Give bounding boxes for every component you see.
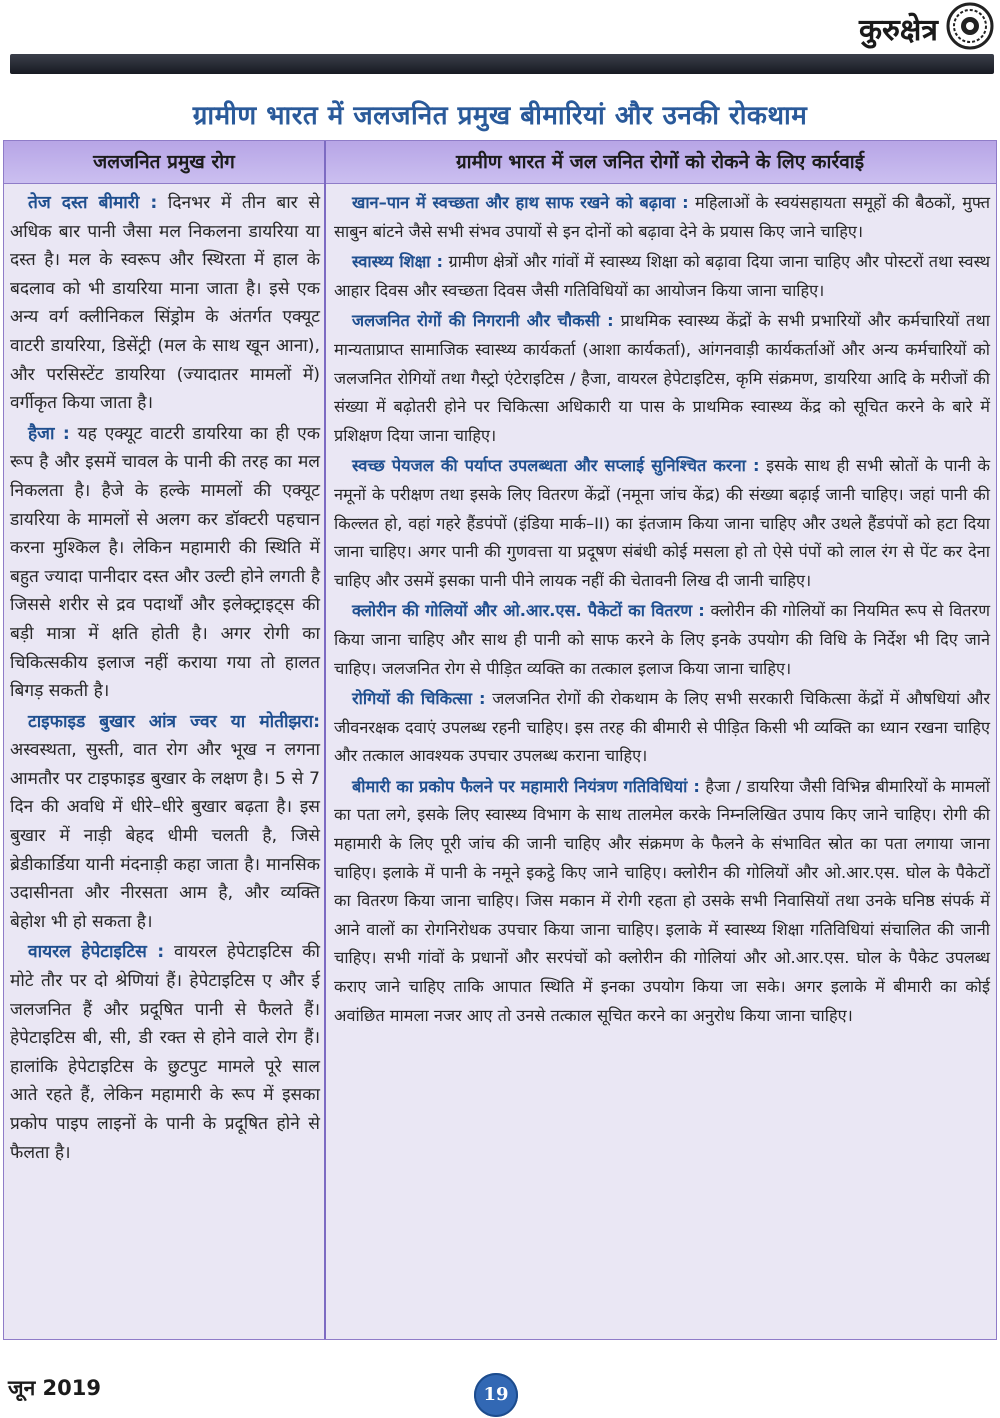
info-table bbox=[3, 140, 997, 1340]
action-title: स्वच्छ पेयजल की पर्याप्त उपलब्धता और सप्लाई सुनिश्चित करना : bbox=[352, 456, 760, 476]
disease-entry bbox=[10, 938, 320, 1167]
disease-text: अस्वस्थता, सुस्ती, वात रोग और भूख न लगना आमतौर पर टाइफाइड बुखार के लक्षण है। 5 से 7 दिन की अवधि में धीरे–धीरे बुखार बढ़ता है। इस बुखार में नाड़ी बेहद धीमी चलती है, जिसे ब्रेडीकार्डिया यानी मंदनाड़ी कहा जाता है। मानसिक उदासीनता और नीरसता आम है, और व्यक्ति बेहोश भी हो सकता है। bbox=[10, 740, 320, 932]
action-title: क्लोरीन की गोलियों और ओ.आर.एस. पैकेटों का वितरण : bbox=[352, 601, 705, 621]
page-number: 19 bbox=[483, 1384, 509, 1405]
action-entry bbox=[334, 773, 990, 1030]
disease-entry bbox=[10, 420, 320, 706]
disease-title: टाइफाइड बुखार आंत्र ज्वर या मोतीझरा: bbox=[28, 711, 320, 732]
emblem-icon bbox=[946, 2, 994, 50]
action-title: खान–पान में स्वच्छता और हाथ साफ रखने को बढ़ावा : bbox=[352, 193, 689, 212]
disease-title: वायरल हेपेटाइटिस : bbox=[28, 942, 165, 963]
action-entry bbox=[334, 597, 990, 683]
action-text: इसके साथ ही सभी स्रोतों के पानी के नमूनों के परीक्षण तथा इसके लिए वितरण केंद्रों (नमूना जांच केंद्र) की संख्या बढ़ाई जानी चाहिए। जहां पानी की किल्लत हो, वहां गहरे हैंडपंपों (इंडिया मार्क–II) का इंतजाम किया जाना चाहिए और उथले हैंडपंपों को हटा दिया जाना चाहिए। अगर पानी की गुणवत्ता या प्रदूषण संबंधी कोई मसला हो तो ऐसे पंपों को लाल रंग से पेंट कर देना चाहिए और उसमें इसका पानी पीने लायक नहीं की चेतावनी लिख दी जानी चाहिए। bbox=[334, 456, 990, 590]
disease-entry bbox=[10, 189, 320, 418]
action-title: जलजनित रोगों की निगरानी और चौकसी : bbox=[352, 311, 614, 331]
masthead-bar bbox=[10, 54, 994, 74]
disease-text: दिनभर में तीन बार से अधिक बार पानी जैसा मल निकलना डायरिया या दस्त है। मल के स्वरूप और स्थिरता में हाल के बदलाव को भी डायरिया माना जाता है। इसे एक अन्य वर्ग क्लीनिकल सिंड्रोम के अंतर्गत एक्यूट वाटरी डायरिया, डिसेंट्री (मल के साथ खून आना), और परसिस्टेंट डायरिया (ज्यादातर मामलों में) वर्गीकृत किया जाता है। bbox=[10, 193, 320, 414]
article-title: ग्रामीण भारत में जलजनित प्रमुख बीमारियां और उनकी रोकथाम bbox=[192, 101, 808, 131]
action-entry bbox=[334, 452, 990, 595]
action-text: क्लोरीन की गोलियों का नियमित रूप से वितरण किया जाना चाहिए और साथ ही पानी को साफ करने के लिए इनके उपयोग की विधि के निर्देश भी दिए जाने चाहिए। जलजनित रोग से पीड़ित व्यक्ति का तत्काल इलाज किया जाना चाहिए। bbox=[334, 601, 990, 678]
disease-text: यह एक्यूट वाटरी डायरिया का ही एक रूप है और इसमें चावल के पानी की तरह का मल निकलता है। हैजे के हल्के मामलों की एक्यूट डायरिया के मामलों से अलग कर डॉक्टरी पहचान करना मुश्किल है। लेकिन महामारी की स्थिति में बहुत ज्यादा पानीदार दस्त और उल्टी होने लगती है जिससे शरीर से द्रव पदार्थों और इलेक्ट्राइट्स की बड़ी मात्रा में क्षति होती है। अगर रोगी का चिकित्सकीय इलाज नहीं कराया गया तो हालत बिगड़ सकती है। bbox=[10, 423, 320, 702]
action-text: महिलाओं के स्वयंसहायता समूहों की बैठकों, मुफ्त साबुन बांटने जैसे सभी संभव उपायों से इन दोनों को बढ़ावा देने के प्रयास किए जाने चाहिए। bbox=[334, 193, 990, 241]
disease-entry bbox=[10, 708, 320, 937]
magazine-name: कुरुक्षेत्र bbox=[858, 13, 938, 48]
actions-column bbox=[334, 189, 990, 1032]
disease-text: वायरल हेपेटाइटिस की मोटे तौर पर दो श्रेणियां हैं। हेपेटाइटिस ए और ई जलजनित हैं और प्रदूषित पानी से फैलते हैं। हेपेटाइटिस बी, सी, डी रक्त से होने वाले रोग हैं। हालांकि हेपेटाइटिस के छुटपुट मामले पूरे साल आते रहते हैं, लेकिन महामारी के रूप में इसका प्रकोप पाइप लाइनों के पानी के प्रदूषित होने से फैलता है। bbox=[10, 942, 320, 1163]
action-text: जलजनित रोगों की रोकथाम के लिए सभी सरकारी चिकित्सा केंद्रों में औषधियां और जीवनरक्षक दवाएं उपलब्ध रहनी चाहिए। इस तरह की बीमारी से पीड़ित किसी भी व्यक्ति का ध्यान रखना चाहिए और तत्काल आवश्यक उपचार उपलब्ध कराना चाहिए। bbox=[334, 689, 991, 766]
action-entry bbox=[334, 189, 990, 246]
action-text: ग्रामीण क्षेत्रों और गांवों में स्वास्थ्य शिक्षा को बढ़ावा दिया जाना चाहिए और पोस्टरों तथा स्वस्थ आहार दिवस और स्वच्छता दिवस जैसी गतिविधियों का आयोजन किया जाना चाहिए। bbox=[334, 252, 990, 300]
action-entry bbox=[334, 307, 990, 450]
masthead bbox=[0, 0, 1000, 80]
action-text: प्राथमिक स्वास्थ्य केंद्रों के सभी प्रभारियों और कर्मचारियों तथा मान्यताप्राप्त सामाजिक स्वास्थ्य कार्यकर्ता (आशा कार्यकर्ता), आंगनवाड़ी कार्यकर्ताओं और अन्य कर्मचारियों को जलजनित रोगियों तथा गैस्ट्रो एंटेराइटिस / हैजा, वायरल हेपेटाइटिस, कृमि संक्रमण, डायरिया आदि के मरीजों की संख्या में बढ़ोतरी होने पर चिकित्सा अधिकारी या पास के प्राथमिक स्वास्थ्य केंद्र को सूचित करने के बारे में प्रशिक्षण दिया जाना चाहिए। bbox=[334, 311, 990, 445]
action-title: स्वास्थ्य शिक्षा : bbox=[352, 252, 443, 272]
action-text: हैजा / डायरिया जैसी विभिन्न बीमारियों के मामलों का पता लगे, इसके लिए स्वास्थ्य विभाग के साथ तालमेल करके निम्नलिखित उपाय किए जाने चाहिए। रोगी की महामारी के लिए पूरी जांच की जानी चाहिए और संक्रमण के फैलने के संभावित स्रोत का पता लगाया जाना चाहिए। इलाके में पानी के नमूने इकट्ठे किए जाने चाहिए। क्लोरीन की गोलियों और ओ.आर.एस. घोल के पैकेटों का वितरण किया जाना चाहिए। जिस मकान में रोगी रहता हो उसके सभी निवासियों तथा उनके घनिष्ठ संपर्क में आने वालों का रोगनिरोधक उपचार किया जाना चाहिए। इलाके में स्वास्थ्य शिक्षा गतिविधियां संचालित की जानी चाहिए। सभी गांवों के प्रधानों और सरपंचों को क्लोरीन की गोलियां और ओ.आर.एस. घोल के पैकेट उपलब्ध कराए जाने चाहिए ताकि आपात स्थिति में इनका उपयोग किया जा सके। अगर इलाके में बीमारी का कोई अवांछित मामला नजर आए तो उनसे तत्काल सूचित करने का अनुरोध किया जाना चाहिए। bbox=[334, 776, 990, 1025]
column-divider bbox=[324, 141, 326, 1339]
header-actions: ग्रामीण भारत में जल जनित रोगों को रोकने के लिए कार्रवाई bbox=[455, 151, 865, 173]
disease-title: हैजा : bbox=[28, 423, 70, 444]
diseases-column bbox=[10, 189, 320, 1169]
header-diseases: जलजनित प्रमुख रोग bbox=[93, 151, 235, 173]
action-entry bbox=[334, 685, 990, 771]
disease-title: तेज दस्त बीमारी : bbox=[28, 193, 158, 213]
page-number-badge bbox=[474, 1373, 518, 1417]
action-title: रोगियों की चिकित्सा : bbox=[352, 689, 486, 709]
table-header-row bbox=[4, 141, 996, 184]
action-title: बीमारी का प्रकोप फैलने पर महामारी नियंत्रण गतिविधियां : bbox=[352, 776, 700, 796]
action-entry bbox=[334, 248, 990, 305]
issue-date: जून 2019 bbox=[8, 1376, 101, 1400]
